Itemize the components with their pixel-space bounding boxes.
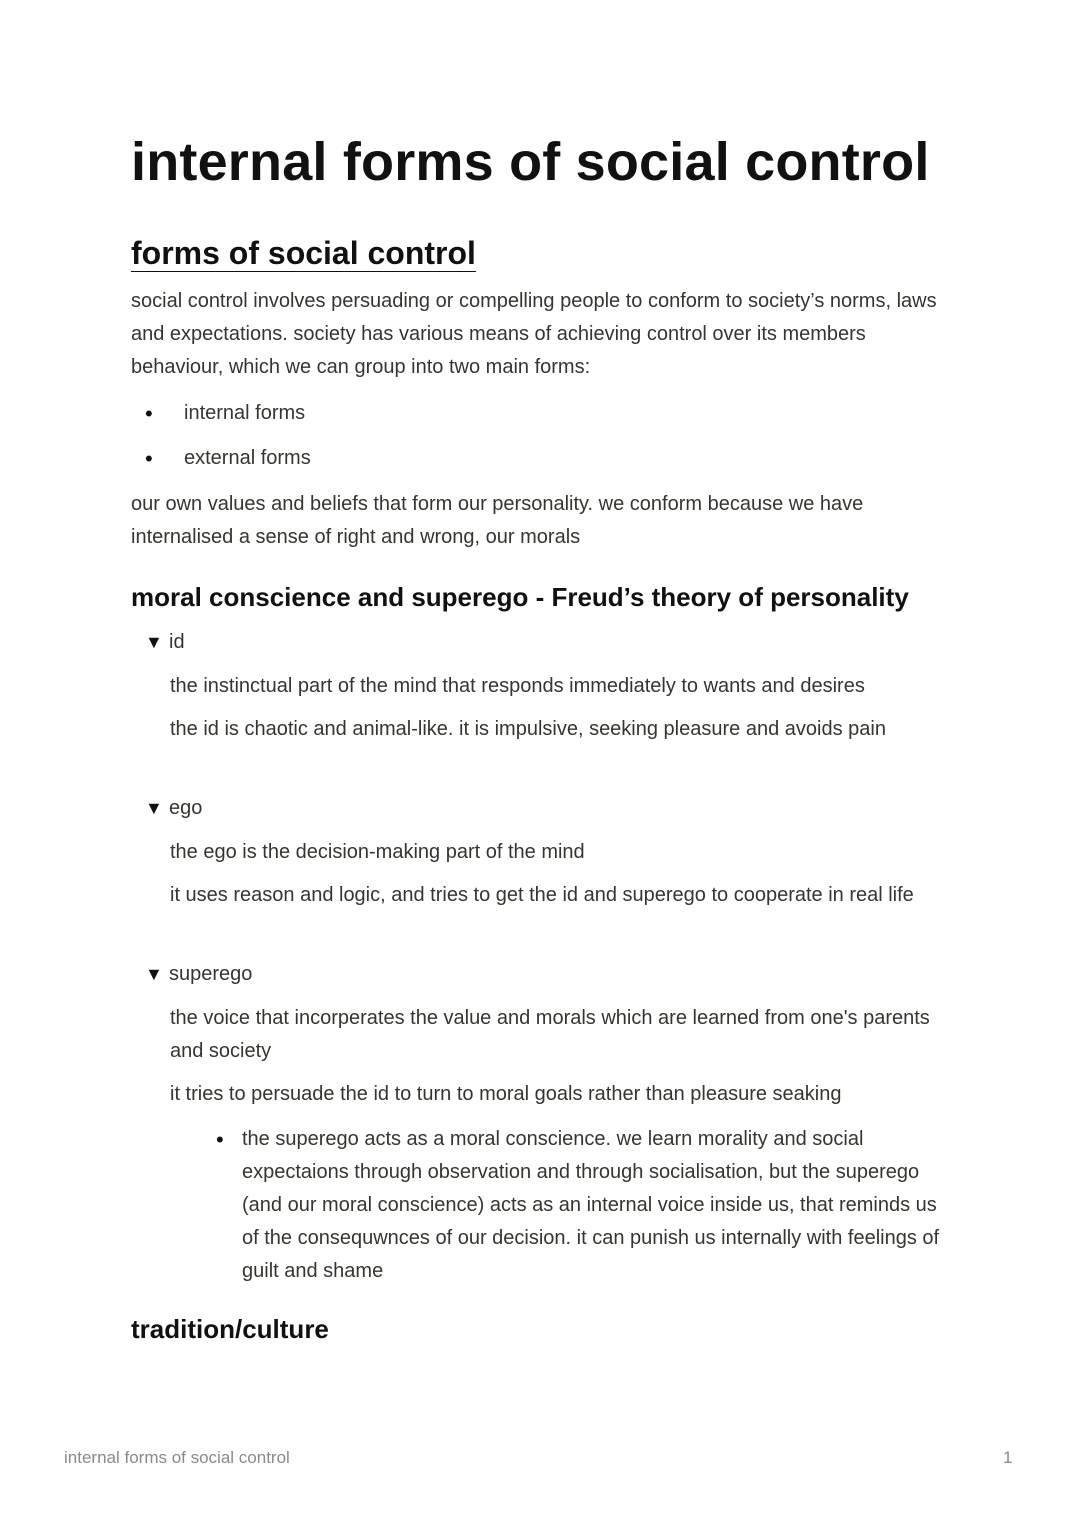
bullet-icon: •	[145, 446, 153, 471]
toggle-label: superego	[169, 963, 253, 985]
toggle-content-line: the id is chaotic and animal-like. it is impulsive, seeking pleasure and avoids pain	[170, 718, 886, 740]
section-heading-freud: moral conscience and superego - Freud’s theory of personality	[131, 582, 909, 612]
toggle-content-line: the ego is the decision-making part of the mind	[170, 841, 585, 863]
footer-title: internal forms of social control	[64, 1448, 290, 1467]
toggle-content-line: the voice that incorperates the value and morals which are learned from one's parents and society	[170, 1007, 930, 1062]
page-title: internal forms of social control	[131, 132, 930, 192]
section-heading-forms: forms of social control	[131, 235, 476, 271]
section-heading-tradition: tradition/culture	[131, 1314, 329, 1344]
list-item-text: the superego acts as a moral conscience. we learn morality and social expectaions through observation and through socialisation, but the superego (and our moral conscience) acts as an internal voice inside us, that reminds us of the consequwnces of our decision. it can punish us internally with feelings of guilt and shame	[242, 1128, 940, 1282]
toggle-triangle-icon[interactable]: ▼	[145, 798, 163, 818]
page-number: 1	[1003, 1448, 1013, 1467]
bullet-icon: •	[145, 401, 153, 426]
list-item-text: internal forms	[184, 402, 306, 424]
toggle-id[interactable]	[145, 626, 185, 659]
toggle-superego[interactable]	[145, 958, 252, 991]
list-item-text: external forms	[184, 447, 311, 469]
toggle-content-line: it tries to persuade the id to turn to moral goals rather than pleasure seaking	[170, 1083, 842, 1105]
toggle-content-line: it uses reason and logic, and tries to get the id and superego to cooperate in real life	[170, 884, 914, 906]
internal-forms-paragraph: our own values and beliefs that form our personality. we conform because we have internalised a sense of right and wrong, our morals	[131, 493, 864, 548]
toggle-label: ego	[169, 797, 203, 819]
toggle-triangle-icon[interactable]: ▼	[145, 964, 163, 984]
toggle-ego[interactable]	[145, 792, 202, 825]
toggle-triangle-icon[interactable]: ▼	[145, 632, 163, 652]
intro-paragraph: social control involves persuading or compelling people to conform to society’s norms, laws and expectations. society has various means of achieving control over its members behaviour, which we can group into two main forms:	[131, 290, 937, 378]
toggle-label: id	[169, 631, 185, 653]
bullet-icon: •	[216, 1127, 224, 1152]
toggle-content-line: the instinctual part of the mind that responds immediately to wants and desires	[170, 675, 865, 697]
